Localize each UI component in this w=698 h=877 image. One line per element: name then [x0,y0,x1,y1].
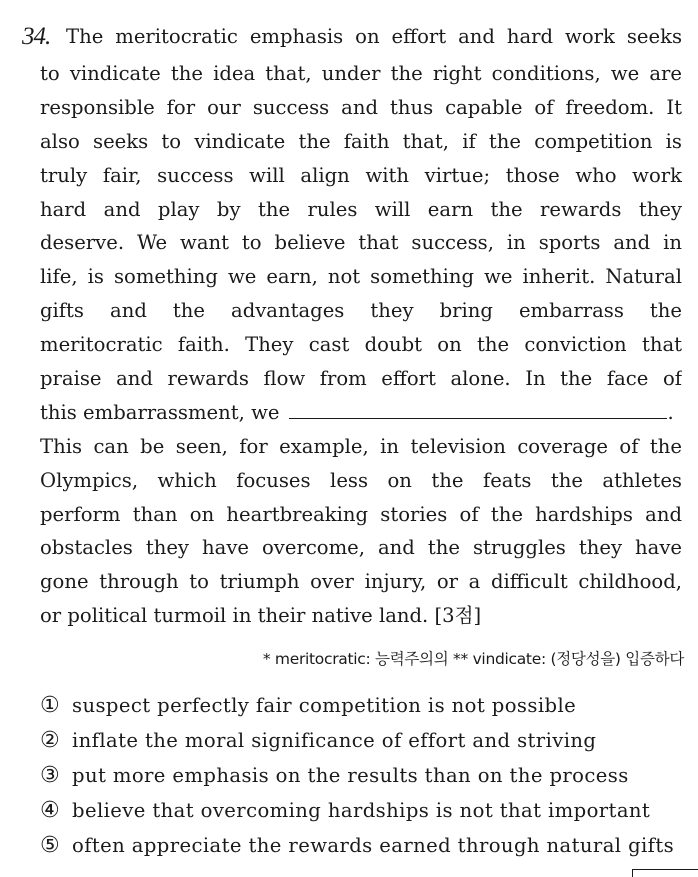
passage-line-last: or political turmoil in their native land. [3점] [40,604,482,627]
choice-text: suspect perfectly fair competition is not possible [72,694,577,717]
passage-line: gone through to triumph over injury, or a difficult childhood, [40,570,682,593]
choice-number: ① [40,693,61,718]
blank-sentence-line [40,396,682,430]
question-number: 34. [22,23,51,50]
passage-line: meritocratic faith. They cast doubt on the conviction that [40,333,682,356]
vocabulary-footnote: * meritocratic: 능력주의의 ** vindicate: (정당성을) 입증하다 [262,650,684,668]
passage-line: to vindicate the idea that, under the right conditions, we are [40,62,682,85]
choice-number: ② [40,728,61,753]
passage-line: obstacles they have overcome, and the struggles they have [40,536,682,559]
passage-line: hard and play by the rules will earn the rewards they [40,198,682,221]
choice-3[interactable] [40,758,674,793]
choice-5[interactable] [40,828,674,863]
answer-blank [289,397,667,419]
passage-line: This can be seen, for example, in television coverage of the [40,435,682,458]
passage-line: praise and rewards flow from effort alone. In the face of [40,367,682,390]
passage-line: The meritocratic emphasis on effort and hard work seeks [66,25,682,48]
passage-line: Olympics, which focuses less on the feats the athletes [40,469,682,492]
choice-number: ④ [40,798,61,823]
choice-2[interactable] [40,723,674,758]
answer-choices [40,688,674,863]
choice-text: often appreciate the rewards earned through natural gifts [72,834,675,857]
choice-1[interactable] [40,688,674,723]
passage-line: life, is something we earn, not something we inherit. Natural [40,265,682,288]
passage-line: also seeks to vindicate the faith that, if the competition is [40,130,682,153]
passage-line: responsible for our success and thus capable of freedom. It [40,96,682,119]
choice-text: put more emphasis on the results than on the process [72,764,629,787]
passage-line: deserve. We want to believe that success, in sports and in [40,231,682,254]
choice-number: ③ [40,763,61,788]
choice-4[interactable] [40,793,674,828]
choice-text: inflate the moral significance of effort and striving [72,729,597,752]
choice-text: believe that overcoming hardships is not that important [72,799,651,822]
passage-line: gifts and the advantages they bring embarrass the [40,299,682,322]
blank-suffix: . [667,401,674,424]
passage-line: perform than on heartbreaking stories of the hardships and [40,503,682,526]
choice-number: ⑤ [40,833,61,858]
next-question-box-edge [632,869,698,877]
passage-line: truly fair, success will align with virtue; those who work [40,164,682,187]
blank-prefix: this embarrassment, we [40,401,280,424]
